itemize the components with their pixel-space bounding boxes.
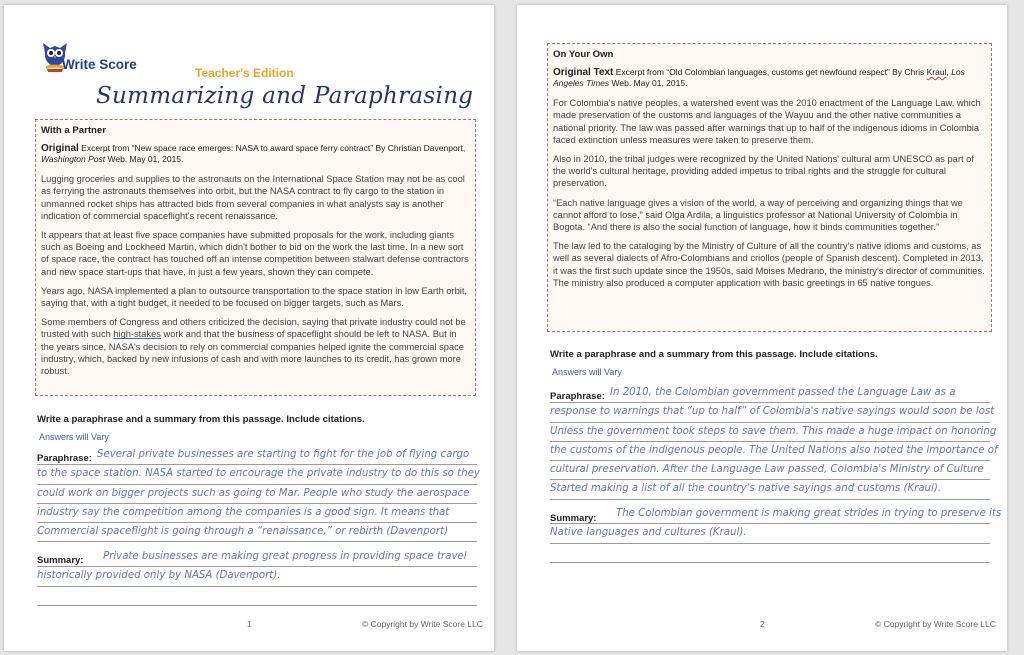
source-text: , (946, 67, 952, 78)
excerpt-heading: With a Partner (41, 125, 106, 136)
answer-line[interactable]: Private businesses are making great progress in providing space travel (37, 548, 477, 567)
excerpt-box (35, 119, 476, 396)
excerpt-source (41, 143, 470, 165)
page-number: 1 (247, 619, 252, 629)
answer-line[interactable]: the customs of the indigenous people. The United Nations also noted the importance of (550, 442, 990, 461)
answer-line[interactable]: Several private businesses are starting to fight for the job of flying cargo (37, 446, 477, 465)
write-score-logo (40, 39, 140, 79)
excerpt-box (547, 43, 992, 332)
answer-line[interactable]: Commercial spaceflight is going through a “renaissance,” or rebirth (Davenport) (37, 523, 477, 542)
excerpt-paragraph: It appears that at least five space companies have submitted proposals for the work, including giants such as Boeing and Lockheed Martin, which didn't bother to bid on the work the last time. In a new sort of space race, the contract has touched off an intense competition between stalwart defense contractors and new space start-ups that have, in just a few years, shown they can compete. (41, 230, 469, 277)
source-lead: Original Text (553, 67, 614, 79)
paraphrase-lines[interactable] (550, 384, 998, 500)
answer-line[interactable]: historically provided only by NASA (Davenport). (37, 567, 477, 586)
edition-label: Teacher's Edition (195, 66, 294, 80)
excerpt-paragraph: Also in 2010, the tribal judges were recognized by the United Nations' cultural arm UNESCO as part of the world's cultural heritage, providing added impetus to tribal rights and the struggle for cultural preservation. (553, 154, 974, 189)
excerpt-paragraph: The law led to the cataloging by the Ministry of Culture of all the country's native idioms and customs, as well as several dialects of Afro-Colombians and criollos (people of Spanish descent). Completed in 2013, it was the first such update since the 1950s, said Moises Medrano, the ministry's director of communities. The ministry also produced a computer application with basic greetings in 65 native tongues. (553, 241, 985, 288)
paraphrase-label: Paraphrase: (550, 391, 605, 402)
summary-label: Summary: (37, 555, 84, 566)
answer-line[interactable]: industry say the competition among the companies is a good sign. It means that (37, 504, 477, 523)
underlined-word: high-stakes (113, 329, 161, 340)
answer-line[interactable]: response to warnings that “up to half” of Colombia's native sayings would soon be lost (550, 403, 990, 422)
excerpt-paragraph: Lugging groceries and supplies to the astronauts on the International Space Station may not be as cool as ferrying the astronauts themselves into orbit, but the NASA contract to fly cargo to the station in unmanned rocket ships has attracted bids from several companies in what analysts say is another indication of commercial spaceflight's recent renaissance. (41, 174, 465, 221)
page-1 (4, 5, 494, 651)
answer-line[interactable] (37, 587, 477, 606)
page-number: 2 (760, 619, 765, 629)
answer-line[interactable]: cultural preservation. After the Language Law passed, Colombia's Ministry of Culture (550, 461, 990, 480)
answer-line[interactable] (550, 544, 990, 563)
excerpt-paragraph (41, 316, 470, 377)
answers-note: Answers will Vary (552, 367, 622, 377)
logo-text: Write Score (62, 57, 137, 72)
summary-lines[interactable] (550, 505, 1002, 563)
source-lead: Original (41, 143, 79, 155)
answers-note: Answers will Vary (39, 432, 109, 442)
excerpt-paragraph: “Each native language gives a vision of the world, a way of perceiving and organizing things that we cannot afford to lose,” said Olga Ardila, a linguistics professor at National University of Colombia in Bogota. “And there is also the social function of language, how it binds communities together.” (553, 197, 963, 233)
source-text: Excerpt from “Old Colombian languages, customs get newfound respect” By Chris (613, 67, 927, 78)
source-publication: Washington Post (41, 154, 106, 165)
assignment-prompt: Write a paraphrase and a summary from this passage. Include citations. (550, 349, 878, 360)
source-text: Excerpt from “New space race emerges: NASA to award space ferry contract” By Christian Davenport, (78, 143, 466, 154)
copyright: © Copyright by Write Score LLC (875, 619, 996, 629)
excerpt-paragraph: For Colombia's native peoples, a watershed event was the 2010 enactment of the Language Law, which made preservation of the customs and languages of the Wayuu and the other native communities a national priority. The law was passed after warnings that up to half of the indigenous idioms in Colombia faced extinction unless measures were taken to preserve them. (553, 98, 981, 145)
paragraph-text: work and that the business of spaceflight should be left to NASA. But in the years since, NASA's decision to rely on commercial companies helped ignite the commercial space industry, which, backed by new infusions of cash and with more launches to its credit, has grown more robust. (41, 329, 464, 377)
source-author: Kraul (926, 67, 947, 78)
answer-line[interactable]: In 2010, the Colombian government passed the Language Law as a (550, 384, 990, 403)
answer-line[interactable]: The Colombian government is making great strides in trying to preserve its (550, 505, 990, 524)
source-publication: Los Angeles Times (553, 67, 965, 89)
excerpt-heading: On Your Own (553, 49, 614, 60)
paraphrase-label: Paraphrase: (37, 453, 92, 464)
page-2 (517, 5, 1007, 651)
assignment-prompt: Write a paraphrase and a summary from this passage. Include citations. (37, 414, 365, 425)
summary-lines[interactable] (37, 548, 477, 606)
copyright: © Copyright by Write Score LLC (362, 619, 483, 629)
answer-line[interactable]: Unless the government took steps to save them. This made a huge impact on honoring (550, 423, 990, 442)
paragraph-text: Some members of Congress and others criticized the decision, saying that private industry could not be trusted with such (41, 317, 466, 340)
answer-line[interactable]: to the space station. NASA started to encourage the private industry to do this so they (37, 465, 477, 484)
answer-line[interactable]: could work on bigger projects such as going to Mar. People who study the aerospace (37, 485, 477, 504)
excerpt-source (553, 67, 986, 89)
answer-line[interactable]: Native languages and cultures (Kraul). (550, 524, 990, 543)
paraphrase-lines[interactable] (37, 446, 480, 542)
source-date: Web. May 01, 2015. (609, 78, 688, 89)
page-title: Summarizing and Paraphrasing (96, 83, 474, 109)
source-date: Web. May 01, 2015. (105, 154, 184, 165)
summary-label: Summary: (550, 513, 597, 524)
excerpt-paragraph: Years ago, NASA implemented a plan to outsource transportation to the space station in low Earth orbit, saying that, with a tight budget, it needed to be focused on bigger targets, such as Mars. (41, 285, 468, 309)
answer-line[interactable]: Started making a list of all the country's native sayings and customs (Kraul). (550, 480, 990, 499)
